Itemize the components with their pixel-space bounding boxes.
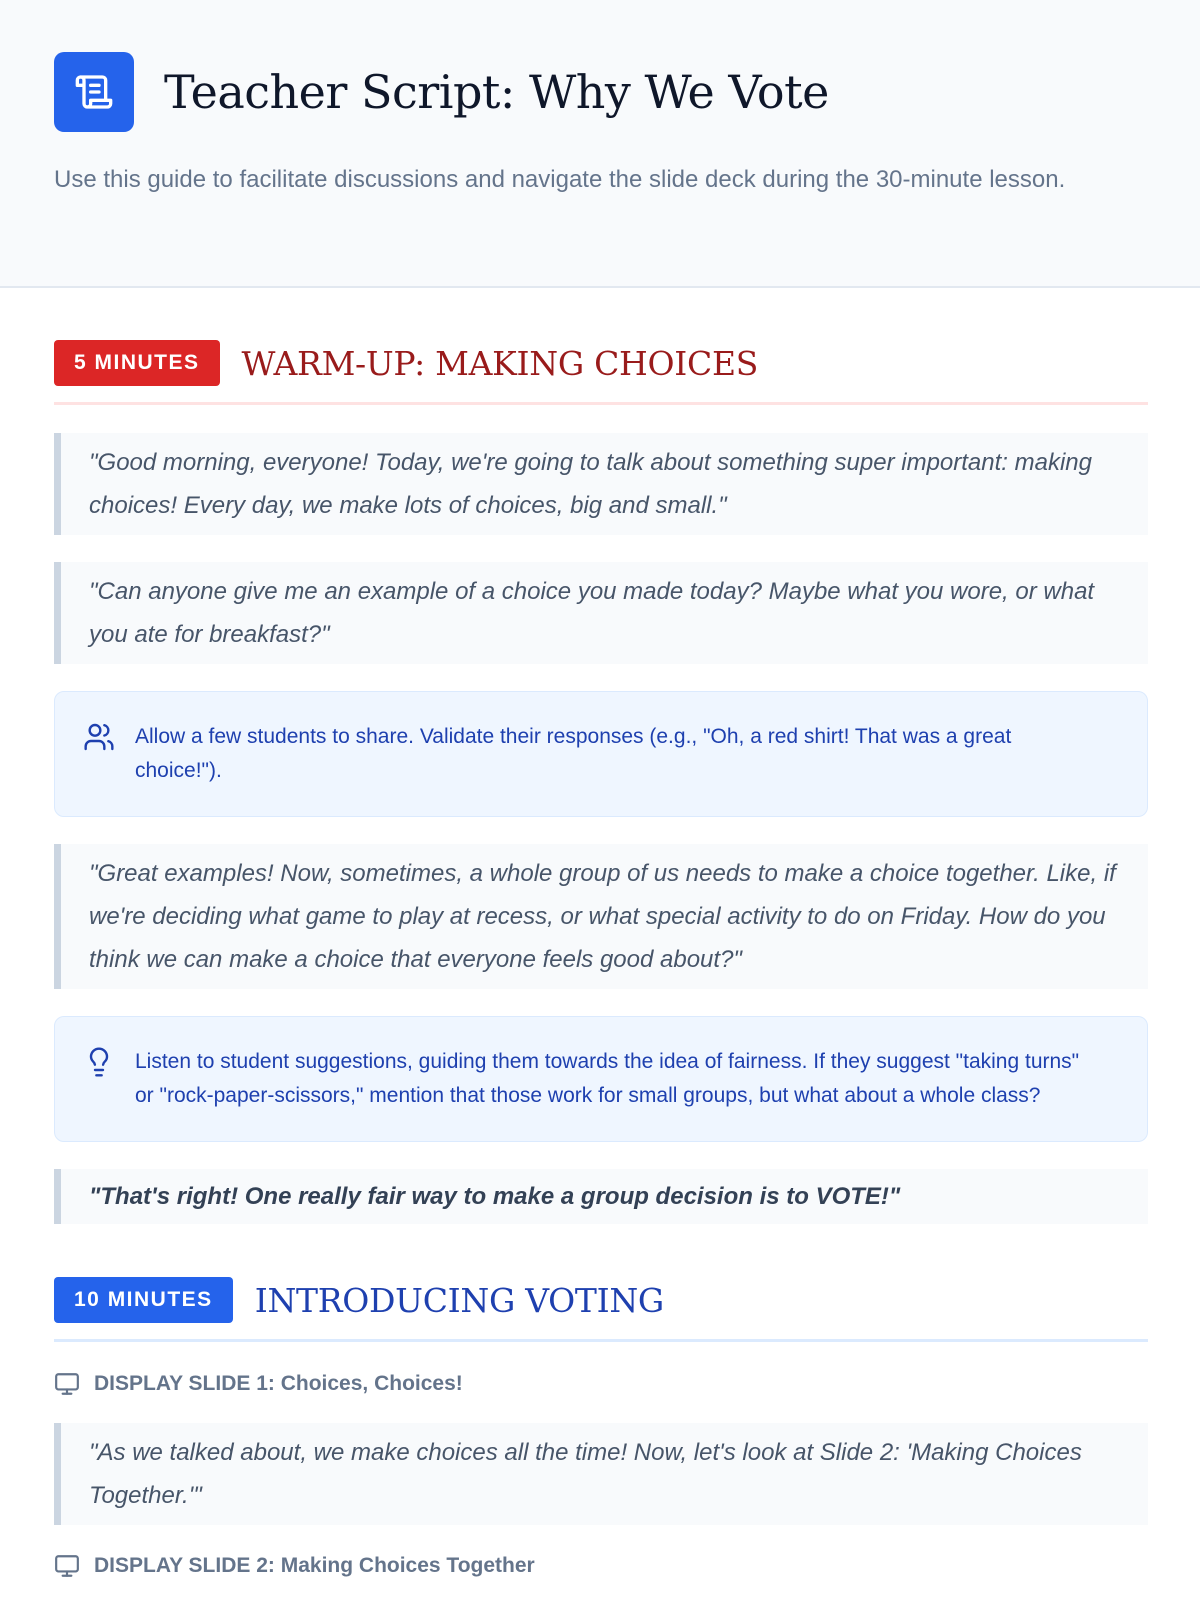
lightbulb-icon <box>83 1045 115 1079</box>
slide-cue <box>54 1370 1148 1398</box>
monitor-icon <box>54 1552 82 1580</box>
users-icon <box>83 720 115 754</box>
scroll-icon <box>54 52 134 132</box>
section-header <box>54 340 1148 405</box>
section-header <box>54 1277 1148 1342</box>
script-quote: "Great examples! Now, sometimes, a whole group of us needs to make a choice together. Like, if we're deciding what game to play at recess, or what special activity to do on Friday. How do you think we can make a choice that everyone feels good about?" <box>54 844 1148 989</box>
slide-cue <box>54 1552 1148 1580</box>
time-badge: 5 MINUTES <box>54 340 220 386</box>
section-warm-up <box>54 340 1148 1224</box>
script-quote: "As we talked about, we make choices all the time! Now, let's look at Slide 2: 'Making Choices Together.'" <box>54 1423 1148 1525</box>
section-introducing-voting <box>54 1277 1148 1580</box>
section-title: WARM-UP: MAKING CHOICES <box>241 343 759 383</box>
slide-cue-label: DISPLAY SLIDE 2: Making Choices Together <box>94 1554 535 1577</box>
teacher-note <box>54 1016 1148 1142</box>
title-row <box>54 52 1146 132</box>
time-badge: 10 MINUTES <box>54 1277 233 1323</box>
note-text: Allow a few students to share. Validate their responses (e.g., "Oh, a red shirt! That was a great choice!"). <box>135 725 1012 782</box>
script-quote: "Can anyone give me an example of a choice you made today? Maybe what you wore, or what you ate for breakfast?" <box>54 562 1148 664</box>
section-title: INTRODUCING VOTING <box>254 1280 664 1320</box>
page-header <box>0 0 1200 288</box>
intro-text: Use this guide to facilitate discussions and navigate the slide deck during the 30-minute lesson. <box>54 166 1066 193</box>
note-text: Listen to student suggestions, guiding them towards the idea of fairness. If they suggest "taking turns" or "rock-paper-scissors," mention that those work for small groups, but what about a whole class? <box>135 1050 1080 1107</box>
script-quote: "That's right! One really fair way to make a group decision is to VOTE!" <box>54 1169 1148 1224</box>
slide-cue-label: DISPLAY SLIDE 1: Choices, Choices! <box>94 1372 463 1395</box>
monitor-icon <box>54 1370 82 1398</box>
script-quote: "Good morning, everyone! Today, we're going to talk about something super important: making choices! Every day, we make lots of choices, big and small." <box>54 433 1148 535</box>
teacher-note <box>54 691 1148 817</box>
page-title: Teacher Script: Why We Vote <box>164 65 829 119</box>
script-content <box>0 288 1200 1580</box>
